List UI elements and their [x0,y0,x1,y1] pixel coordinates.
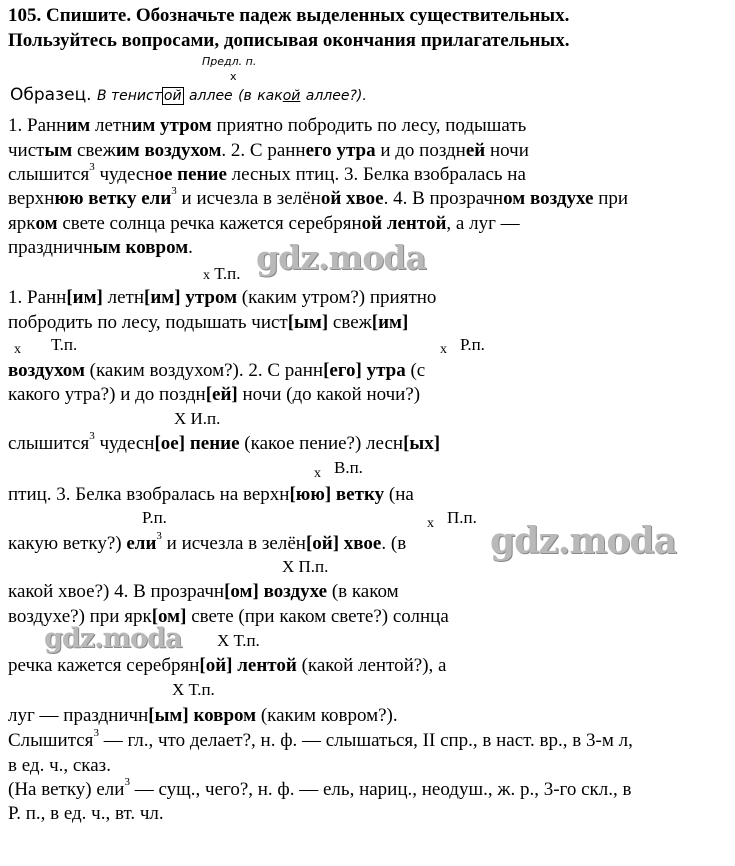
case-note [203,264,241,286]
parse-line-2: в ед. ч., сказ. [8,755,111,776]
ans-ending: [ым] [148,705,189,726]
case-label: Т.п. [214,264,241,283]
parse-text: (На ветку) ели [8,779,125,800]
ans-noun: ели [126,533,157,554]
x-mark: x [440,342,447,357]
answer-line-11 [8,704,398,728]
ex-ending: его [305,140,332,161]
ans-ending: [им] [66,287,103,308]
case-note [174,409,220,429]
ans-superscript: 3 [156,529,162,542]
exercise-line-3 [8,160,526,187]
ex-noun: утра [331,140,376,161]
ex-ending: ым [93,237,121,258]
parse-line-3 [8,775,632,802]
ans-ending: [им] [144,287,181,308]
parse-text: — сущ., чего?, н. ф. — ель, нариц., неодуш., ж. р., 3-го скл., в [129,779,632,800]
ex-text: . 4. В прозрачн [383,188,504,209]
ex-ending: ой [320,188,342,209]
ans-ending: [его] [323,360,362,381]
exercise-line-2 [8,139,529,163]
ans-ending: [ых] [403,433,441,454]
case-label: Т.п. [188,680,215,699]
case-note [172,680,215,700]
parse-line-1 [8,726,633,753]
ans-text: какого утра?) и до поздн [8,384,206,405]
case-note [314,462,321,484]
ans-text: (каким ковром?). [256,705,398,726]
ex-text: слышится [8,164,90,185]
ex-ending: юю [54,188,84,209]
case-label: П.п. [298,557,329,576]
case-note [282,557,328,577]
answer-line-6 [8,483,414,507]
x-mark: Х [282,557,295,576]
ex-superscript: 3 [89,160,95,173]
sample-mark: x [230,70,237,83]
ans-ending: [ом] [151,606,187,627]
ex-superscript: 3 [171,184,177,197]
watermark: gdz.moda [490,520,676,562]
ex-text: . 2. С ранн [221,140,306,161]
ans-text: какую ветку?) [8,533,127,554]
sample-question-open: (в [238,88,252,104]
sample-ending-box: ой [163,88,182,104]
ex-noun: воздухе [525,188,594,209]
answer-line-4 [8,383,420,407]
x-mark: x [14,342,21,357]
task-instruction-1: Спишите. Обозначьте падеж выделенных существительных. [46,5,570,26]
ans-noun: утра [366,360,406,381]
ex-noun: воздухом [139,140,222,161]
x-mark: Х [172,680,185,699]
ans-ending: [юю] [289,484,332,505]
sample-case-note: Предл. п. [202,55,257,68]
ans-text: (каким утром?) приятно [237,287,437,308]
ans-noun: хвое [343,533,382,554]
answer-line-5 [8,429,441,456]
ex-text: чист [8,140,45,161]
ex-ending: ое [154,164,173,185]
ans-text: луг — праздничн [8,705,149,726]
ans-ending: [ое] [154,433,186,454]
ans-text: (с [405,360,426,381]
parse-text: — гл., что делает?, н. ф. — слышаться, II спр., в наст. вр., в 3-м л, [98,730,633,751]
watermark: gdz.moda [44,623,182,654]
ex-ending: ой [361,213,383,234]
sample-question-word: как [257,88,283,104]
ans-noun: утром [185,287,238,308]
ans-text: (каким воздухом?). 2. С ранн [84,360,324,381]
case-note: Р.п. [142,508,167,527]
ex-text: летн [90,115,132,136]
ans-ending: [ым] [287,312,329,333]
ans-noun: ковром [193,705,257,726]
ex-text: праздничн [8,237,93,258]
ans-text: . (в [381,533,407,554]
ans-text: (на [384,484,414,505]
ans-text: (какой лентой?), а [296,655,447,676]
exercise-line-4 [8,184,629,211]
ans-noun: лентой [237,655,297,676]
ex-text: при [593,188,629,209]
ex-text: . [188,237,193,258]
sample-question-close: аллее?). [305,88,367,104]
ans-text: птиц. 3. Белка взобралась на верхн [8,484,290,505]
ans-text: летн [102,287,145,308]
answer-line-7 [8,529,407,556]
ex-ending: ей [465,140,486,161]
ex-text: приятно побродить по лесу, подышать [211,115,527,136]
case-label: И.п. [190,409,221,428]
ans-text: свеж [328,312,372,333]
ans-noun: воздухом [8,360,85,381]
ans-text: свете (при каком свете?) солнца [186,606,449,627]
sample-word-1: В тенист [96,88,162,104]
parse-superscript: 3 [124,775,130,788]
x-mark: x [203,268,210,283]
answer-line-3 [8,359,425,383]
task-number: 105. [8,5,42,26]
answer-line-2 [8,311,408,335]
ans-noun: ветку [335,484,385,505]
parse-text: Слышится [8,730,94,751]
x-mark: x [427,516,434,531]
ex-ending: им [66,115,91,136]
watermark: gdz.moda [256,238,426,277]
ex-ending: ым [44,140,73,161]
exercise-line-6 [8,236,193,260]
ans-text: (в каком [327,581,399,602]
case-note: П.п. [447,508,477,527]
ans-superscript: 3 [89,429,95,442]
ans-text: побродить по лесу, подышать чист [8,312,288,333]
answer-line-8 [8,580,399,604]
ex-text: , а луг — [446,213,520,234]
ans-ending: [ой] [305,533,340,554]
exercise-line-1 [8,114,526,138]
ans-noun: пение [189,433,240,454]
ans-ending: [им] [371,312,409,333]
case-note: Р.п. [460,335,485,354]
ex-text: и исчезла в зелён [176,188,321,209]
ans-text: речка кажется серебрян [8,655,200,676]
ans-text: (какое пение?) лесн [239,433,404,454]
parse-superscript: 3 [93,726,99,739]
ans-text: какой хвое?) 4. В прозрачн [8,581,225,602]
ans-noun: воздухе [263,581,328,602]
ex-text: 1. Ранн [8,115,67,136]
ans-ending: [ой] [199,655,233,676]
case-label: Т.п. [233,631,260,650]
parse-line-4: Р. п., в ед. ч., вт. чл. [8,803,164,824]
ex-ending: им [115,140,140,161]
ex-noun: утром [155,115,212,136]
ex-text: верхн [8,188,55,209]
ex-text: чудесн [94,164,155,185]
case-note [14,338,21,360]
ex-text: лесных птиц. 3. Белка взобралась на [226,164,526,185]
ex-ending: ом [503,188,526,209]
ex-noun: пение [172,164,227,185]
case-note [427,512,434,534]
task-header-line-1 [8,4,569,28]
task-header-line-2: Пользуйтесь вопросами, дописывая окончания прилагательных. [8,30,570,51]
sample-label: Образец. [10,85,92,105]
x-mark: x [314,466,321,481]
ex-ending: ом [35,213,58,234]
ex-text: свете солнца речка кажется серебрян [57,213,362,234]
answer-line-1 [8,286,436,310]
case-note: Т.п. [51,335,78,354]
ex-ending: им [131,115,156,136]
ans-text: 1. Ранн [8,287,67,308]
case-note: В.п. [334,458,363,477]
case-note [440,338,447,360]
ex-text: и до поздн [375,140,466,161]
ans-text: и исчезла в зелён [161,533,306,554]
answer-line-10 [8,654,446,678]
ans-text: воздухе?) при ярк [8,606,152,627]
ans-ending: [ей] [205,384,238,405]
ex-text: свеж [72,140,116,161]
sample-question-ending: ой [282,88,301,104]
ans-text: слышится [8,433,90,454]
ex-text: ярк [8,213,36,234]
sample-word-2: аллее [188,88,233,104]
case-note [217,631,260,651]
ans-ending: [ом] [224,581,259,602]
ans-text: ночи (до какой ночи?) [237,384,421,405]
ex-noun: ели [136,188,172,209]
sample-line [10,84,367,107]
ex-noun: ветку [83,188,137,209]
ex-text: ночи [485,140,529,161]
x-mark: Х [174,409,187,428]
ans-text: чудесн [94,433,155,454]
ex-noun: ковром [120,237,189,258]
exercise-line-5 [8,212,520,236]
x-mark: Х [217,631,230,650]
ex-noun: хвое [341,188,384,209]
ex-noun: лентой [382,213,447,234]
